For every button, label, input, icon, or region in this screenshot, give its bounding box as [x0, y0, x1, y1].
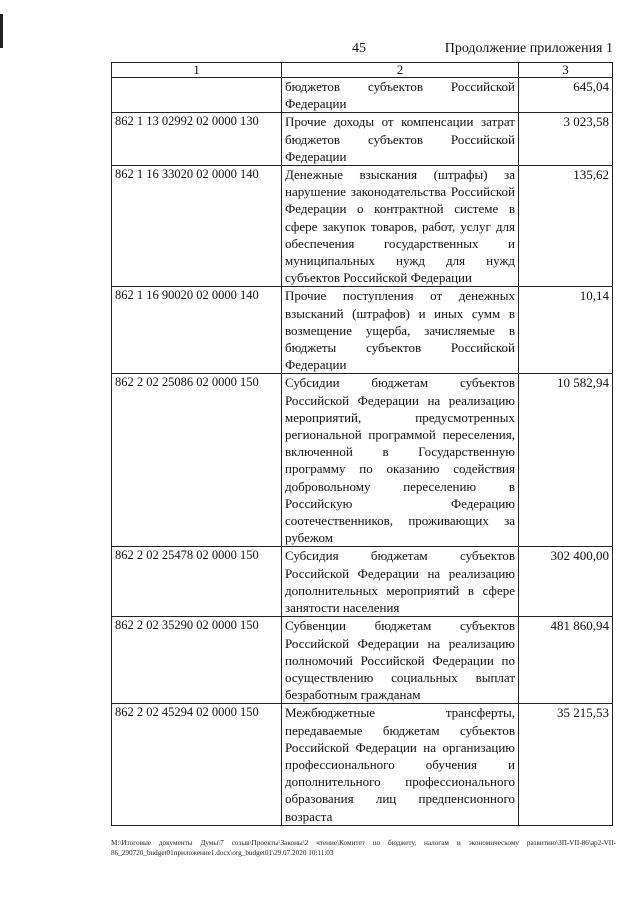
budget-code-cell: 862 2 02 25478 02 0000 150	[112, 547, 282, 617]
page-number: 45	[352, 41, 366, 56]
budget-code-cell: 862 2 02 25086 02 0000 150	[112, 374, 282, 547]
continuation-caption: Продолжение приложения 1	[444, 41, 613, 56]
revenue-name-cell: Прочие доходы от компенсации затрат бюджетов субъектов Российской Федерации	[282, 113, 519, 166]
revenue-name-cell: Денежные взыскания (штрафы) за нарушение законодательства Российской Федерации о контрактной системе в сфере закупок товаров, работ, услуг для обеспечения государственных и муниципальных нужд для нужд субъектов Российской Федерации	[282, 166, 519, 287]
budget-revenue-table	[111, 62, 613, 826]
budget-code-cell: 862 1 16 90020 02 0000 140	[112, 287, 282, 374]
amount-cell: 481 860,94	[519, 617, 613, 704]
budget-code-cell: 862 1 16 33020 02 0000 140	[112, 166, 282, 287]
revenue-name-cell: Межбюджетные трансферты, передаваемые бюджетам субъектов Российской Федерации на организацию профессионального обучения и дополнительного профессионального образования лиц предпенсионного возраста	[282, 704, 519, 825]
revenue-name-cell: Субвенции бюджетам субъектов Российской Федерации на реализацию полномочий Российской Федерации по осуществлению социальных выплат безработным гражданам	[282, 617, 519, 704]
amount-cell: 135,62	[519, 166, 613, 287]
column-number-row	[112, 63, 613, 78]
amount-cell: 35 215,53	[519, 704, 613, 825]
amount-cell: 10,14	[519, 287, 613, 374]
table-row	[112, 166, 613, 287]
table-row	[112, 704, 613, 825]
page-edge-mark	[0, 14, 3, 48]
amount-cell: 302 400,00	[519, 547, 613, 617]
table-row	[112, 617, 613, 704]
table-row	[112, 78, 613, 113]
table-row	[112, 547, 613, 617]
amount-cell: 10 582,94	[519, 374, 613, 547]
revenue-name-cell: Субсидия бюджетам субъектов Российской Федерации на реализацию дополнительных мероприятий в сфере занятости населения	[282, 547, 519, 617]
amount-cell: 3 023,58	[519, 113, 613, 166]
budget-code-cell	[112, 78, 282, 113]
table-row	[112, 374, 613, 547]
revenue-name-cell: Субсидии бюджетам субъектов Российской Федерации на реализацию мероприятий, предусмотренных региональной программой переселения, включенной в Государственную программу по оказанию содействия добровольному переселению в Российскую Федерацию соотечественников, проживающих за рубежом	[282, 374, 519, 547]
table-row	[112, 287, 613, 374]
budget-code-cell: 862 2 02 45294 02 0000 150	[112, 704, 282, 825]
column-header-1: 1	[112, 63, 282, 78]
amount-cell: 645,04	[519, 78, 613, 113]
budget-code-cell: 862 1 13 02992 02 0000 130	[112, 113, 282, 166]
budget-code-cell: 862 2 02 35290 02 0000 150	[112, 617, 282, 704]
column-header-2: 2	[282, 63, 519, 78]
revenue-name-cell: Прочие поступления от денежных взысканий (штрафов) и иных сумм в возмещение ущерба, зачисляемые в бюджеты субъектов Российской Федерации	[282, 287, 519, 374]
table-row	[112, 113, 613, 166]
revenue-name-cell: бюджетов субъектов Российской Федерации	[282, 78, 519, 113]
document-path-footer: M:\Итоговые документы Думы\7 созыв\Проекты\Законы\2 чтение\Комитет по бюджету, налогам и экономическому развитию\ЗП-VII-86\ap2-VII-86_290720_budget01приложение1.docx\org_budget01\29.07.2020 10:11:03	[111, 839, 616, 857]
column-header-3: 3	[519, 63, 613, 78]
